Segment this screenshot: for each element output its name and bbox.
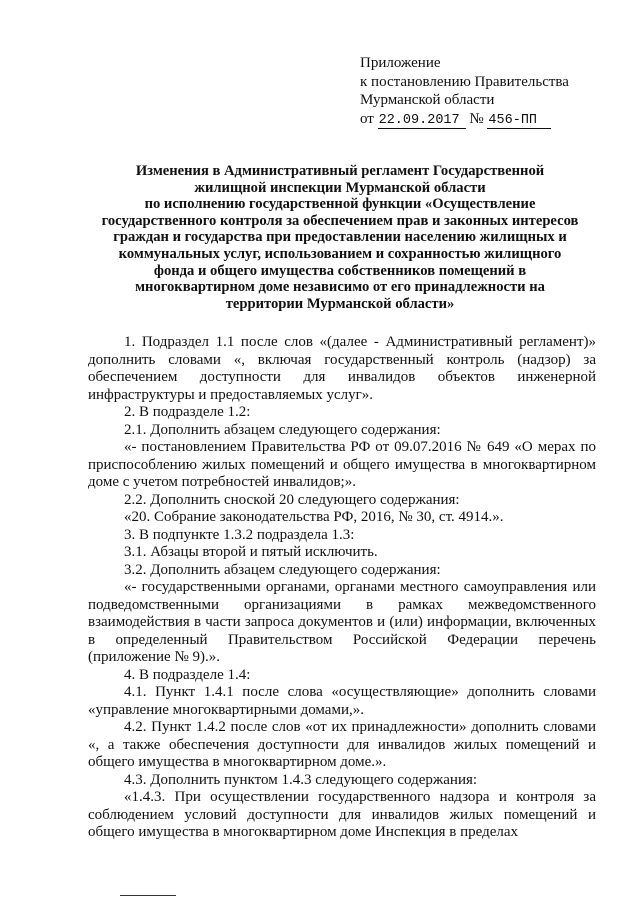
paragraph-3-2-text: «- государственными органами, органами местного самоуправления или подведомственными организациями в рамках межведомственного взаимодействия в части запроса документов и (или) информации, включенных в определенный Правительством Российской Федерации перечень (приложение № 9).». bbox=[88, 579, 596, 665]
resolution-date: 22.09.2017 bbox=[378, 113, 466, 129]
resolution-number: 456-ПП bbox=[487, 113, 551, 129]
paragraph-4-1: 4.1. Пункт 1.4.1 после слова «осуществляющие» дополнить словами «управление многоквартирными домами,». bbox=[88, 684, 596, 718]
page-divider bbox=[120, 895, 176, 896]
document-title bbox=[70, 163, 610, 312]
title-line: коммунальных услуг, использованием и сохранностью жилищного bbox=[118, 245, 562, 262]
paragraph-4: 4. В подразделе 1.4: bbox=[124, 666, 251, 683]
title-line: по исполнению государственной функции «Осуществление bbox=[144, 196, 536, 213]
paragraph-2-2: 2.2. Дополнить сноской 20 следующего содержания: bbox=[124, 491, 460, 508]
date-prefix: от bbox=[360, 110, 374, 127]
number-sign: № bbox=[469, 110, 484, 127]
title-line: фонда и общего имущества собственников помещений в bbox=[153, 262, 527, 279]
paragraph-1: 1. Подраздел 1.1 после слов «(далее - Административный регламент)» дополнить словами «, включая государственный контроль (надзор) за обеспечением доступности для инвалидов объектов инженерной инфраструктуры и предоставляемых услуг». bbox=[88, 334, 596, 403]
paragraph-3: 3. В подпункте 1.3.2 подраздела 1.3: bbox=[124, 526, 355, 543]
appendix-date-number bbox=[360, 110, 569, 129]
title-line: территории Мурманской области» bbox=[225, 295, 455, 312]
document-body bbox=[88, 334, 596, 842]
title-line: многоквартирном доме независимо от его принадлежности на bbox=[135, 279, 545, 296]
paragraph-4-3-text: «1.4.3. При осуществлении государственного надзора и контроля за соблюдением условий доступности для инвалидов жилых помещений и общего имущества в многоквартирном доме Инспекция в пределах bbox=[88, 789, 596, 840]
paragraph-3-2: 3.2. Дополнить абзацем следующего содержания: bbox=[124, 561, 441, 578]
paragraph-2-2-text: «20. Собрание законодательства РФ, 2016, № 30, ст. 4914.». bbox=[124, 509, 504, 525]
paragraph-2: 2. В подразделе 1.2: bbox=[124, 404, 251, 420]
paragraph-2-1: 2.1. Дополнить абзацем следующего содержания: bbox=[124, 421, 441, 438]
paragraph-3-1: 3.1. Абзацы второй и пятый исключить. bbox=[124, 544, 378, 560]
title-line: жилищной инспекции Мурманской области bbox=[194, 179, 486, 196]
appendix-region: Мурманской области bbox=[360, 92, 495, 108]
appendix-header bbox=[360, 54, 569, 129]
appendix-label: Приложение bbox=[360, 55, 441, 71]
title-line: граждан и государства при предоставлении населению жилищных и bbox=[113, 229, 567, 246]
title-line: государственного контроля за обеспечением прав и законных интересов bbox=[101, 212, 579, 229]
paragraph-4-3: 4.3. Дополнить пунктом 1.4.3 следующего содержания: bbox=[124, 771, 478, 788]
title-line: Изменения в Административный регламент Государственной bbox=[135, 163, 545, 179]
appendix-resolution: к постановлению Правительства bbox=[360, 73, 569, 90]
paragraph-4-2: 4.2. Пункт 1.4.2 после слов «от их принадлежности» дополнить словами «, а также обеспечения доступности для инвалидов жилых помещений и общего имущества в многоквартирном доме.». bbox=[88, 719, 596, 770]
paragraph-2-1-text: «- постановлением Правительства РФ от 09.07.2016 № 649 «О мерах по приспособлению жилых помещений и общего имущества в многоквартирном доме с учетом потребностей инвалидов;». bbox=[88, 439, 596, 490]
